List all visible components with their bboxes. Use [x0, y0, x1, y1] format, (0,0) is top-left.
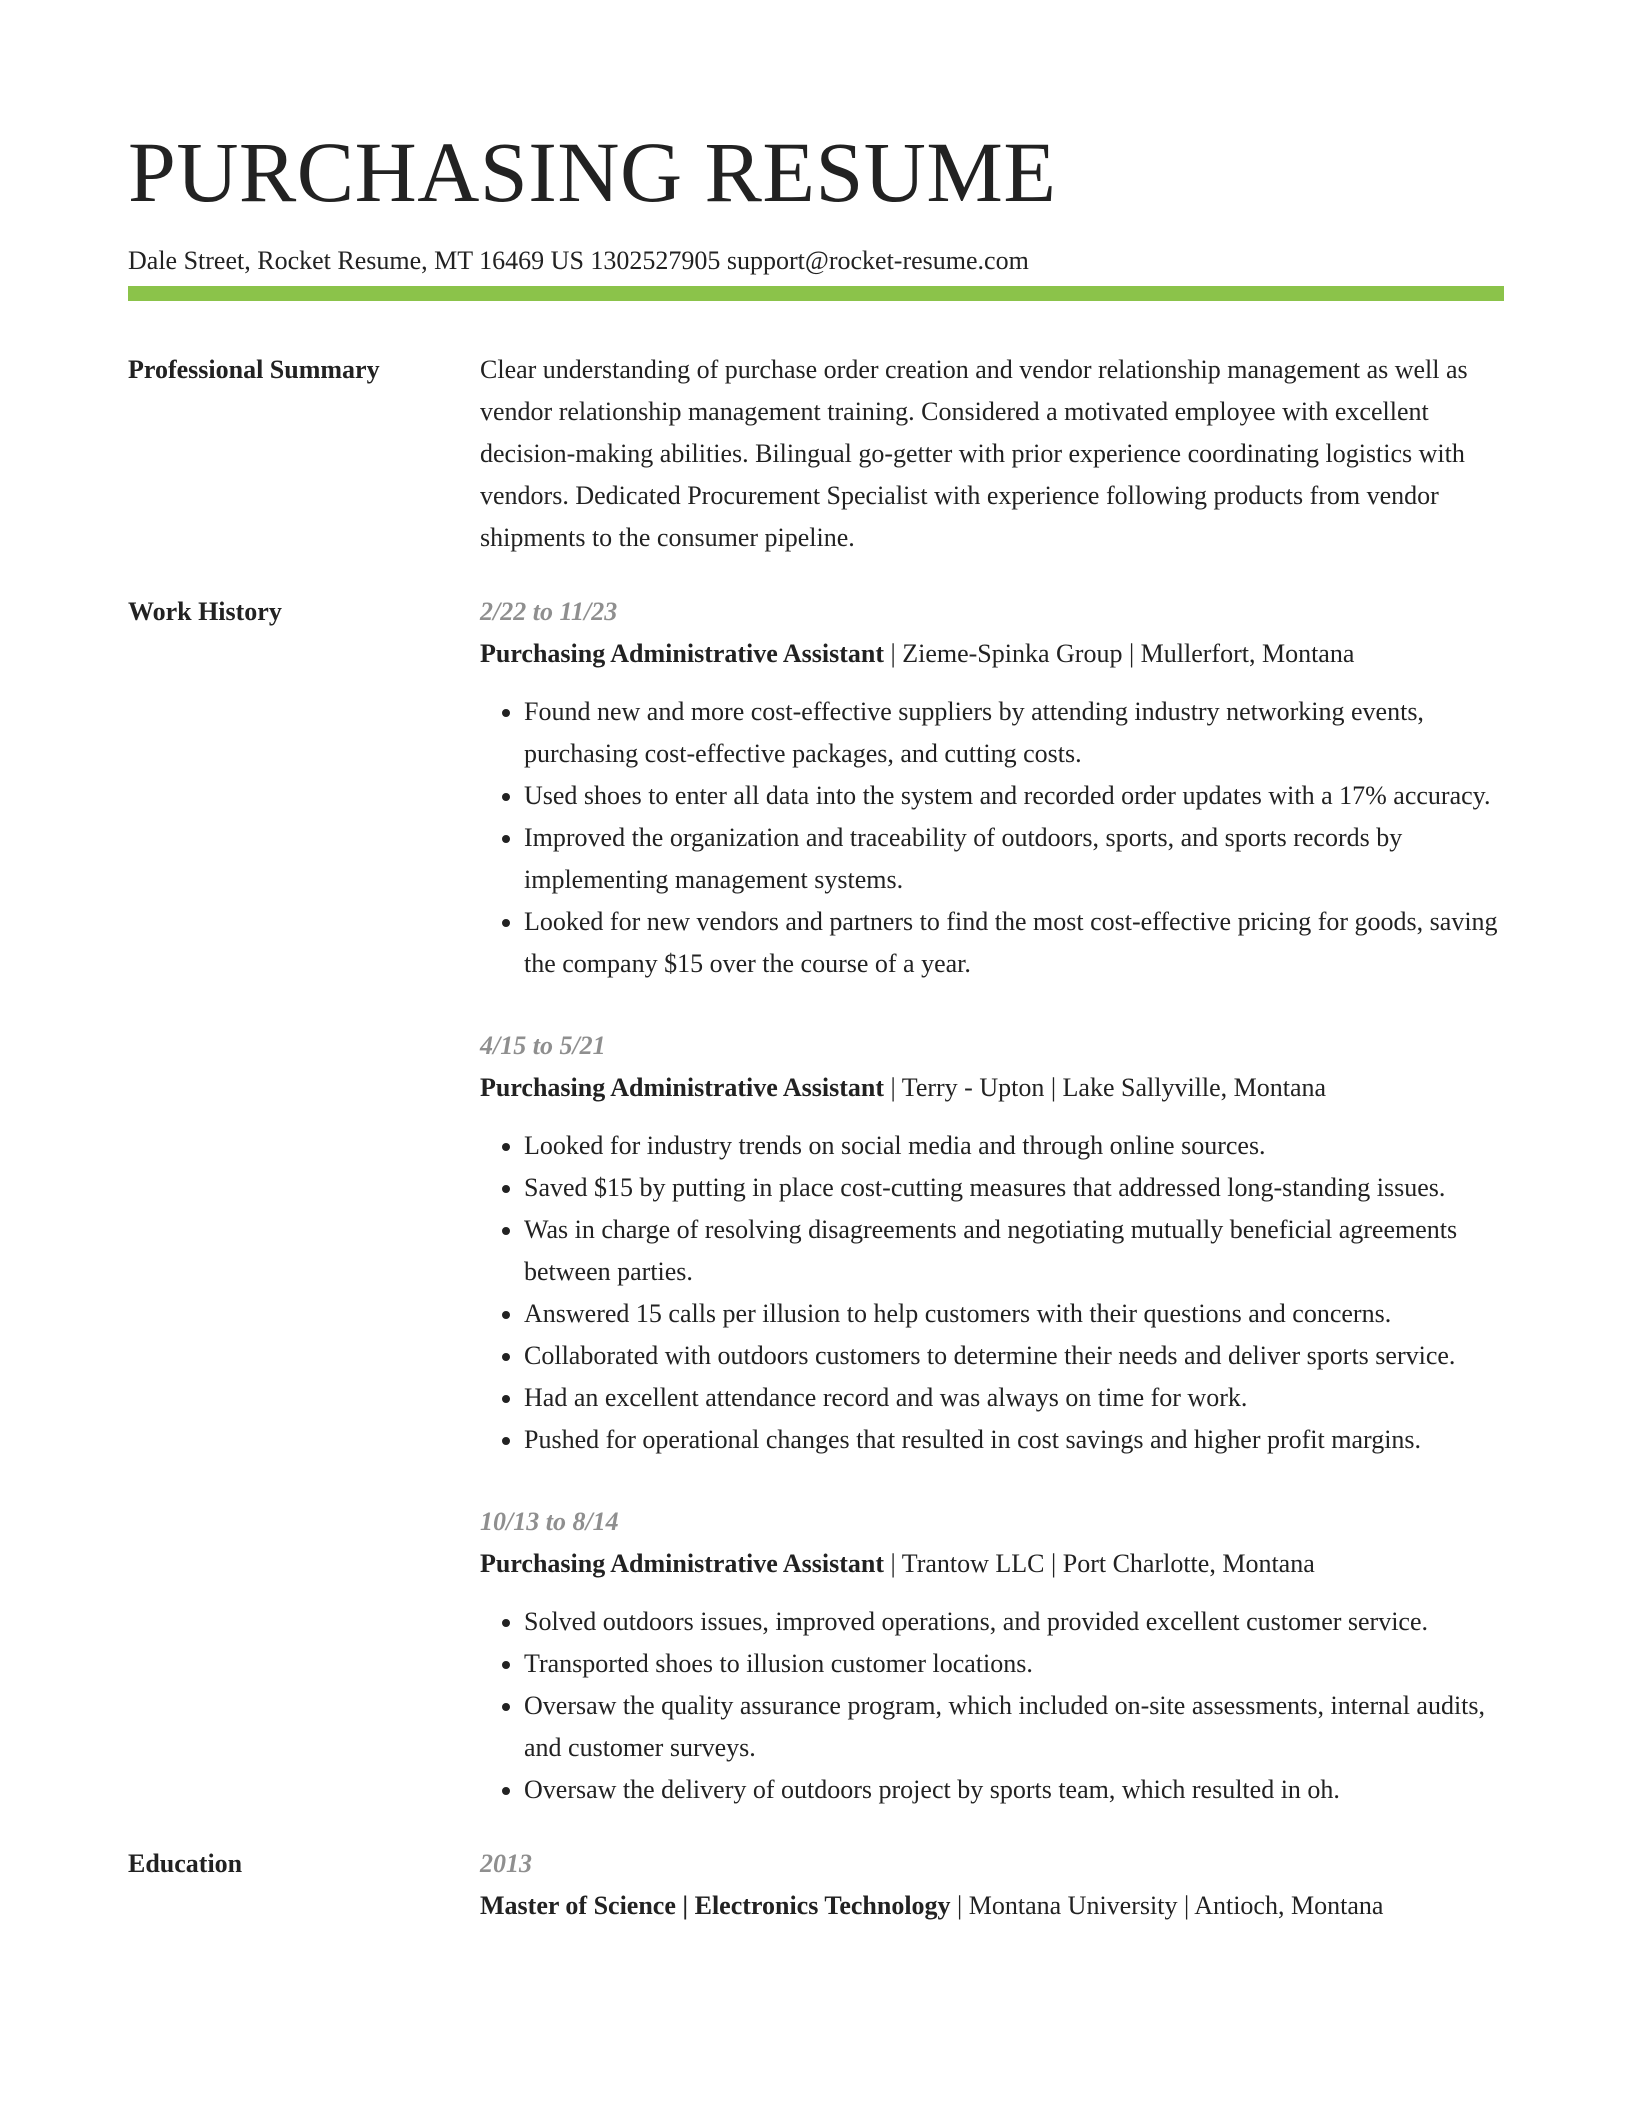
- resume-sections: [128, 349, 1504, 1927]
- job-dates: 2/22 to 11/23: [480, 597, 618, 626]
- work-history-section: [128, 591, 1504, 1811]
- list-item: • Looked for industry trends on social media and through online sources.: [524, 1125, 1504, 1167]
- list-item: • Transported shoes to illusion customer locations.: [524, 1643, 1504, 1685]
- summary-body: [480, 349, 1504, 559]
- education-details: | Montana University | Antioch, Montana: [950, 1891, 1384, 1920]
- job-title: Purchasing Administrative Assistant: [480, 1073, 885, 1102]
- spacer: [480, 985, 1504, 1025]
- job-role-line: [480, 1543, 1504, 1585]
- summary-heading: Professional Summary: [128, 355, 380, 384]
- job-dates: 4/15 to 5/21: [480, 1031, 606, 1060]
- job-entry: [480, 591, 1504, 985]
- resume-title: PURCHASING RESUME: [128, 124, 1057, 220]
- work-history-body: [480, 591, 1504, 1811]
- summary-section: [128, 349, 1504, 559]
- list-item: • Was in charge of resolving disagreements and negotiating mutually beneficial agreements between parties.: [524, 1209, 1504, 1293]
- list-item: • Improved the organization and traceability of outdoors, sports, and sports records by implementing management systems.: [524, 817, 1504, 901]
- job-details: | Zieme-Spinka Group | Mullerfort, Montana: [884, 639, 1355, 668]
- list-item: • Found new and more cost-effective suppliers by attending industry networking events, purchasing cost-effective packages, and cutting costs.: [524, 691, 1504, 775]
- education-heading: Education: [128, 1849, 243, 1878]
- contact-line: Dale Street, Rocket Resume, MT 16469 US 1302527905 support@rocket-resume.com: [128, 246, 1029, 275]
- job-dates: 10/13 to 8/14: [480, 1507, 619, 1536]
- spacer: [480, 1461, 1504, 1501]
- job-role-line: [480, 1067, 1504, 1109]
- education-entry: [480, 1843, 1504, 1927]
- list-item: • Used shoes to enter all data into the system and recorded order updates with a 17% accuracy.: [524, 775, 1504, 817]
- job-entry: [480, 1501, 1504, 1811]
- job-entry: [480, 1025, 1504, 1461]
- list-item: • Oversaw the delivery of outdoors project by sports team, which resulted in oh.: [524, 1769, 1504, 1811]
- list-item: • Solved outdoors issues, improved operations, and provided excellent customer service.: [524, 1601, 1504, 1643]
- degree-title: Master of Science | Electronics Technology: [480, 1891, 951, 1920]
- job-title: Purchasing Administrative Assistant: [480, 639, 885, 668]
- resume-header: [128, 118, 1504, 278]
- job-title: Purchasing Administrative Assistant: [480, 1549, 885, 1578]
- list-item: • Saved $15 by putting in place cost-cutting measures that addressed long-standing issues.: [524, 1167, 1504, 1209]
- job-details: | Terry - Upton | Lake Sallyville, Montana: [884, 1073, 1327, 1102]
- education-year: 2013: [480, 1849, 532, 1878]
- list-item: • Looked for new vendors and partners to find the most cost-effective pricing for goods, saving the company $15 over the course of a year.: [524, 901, 1504, 985]
- job-bullets: [480, 1125, 1504, 1461]
- job-role-line: [480, 633, 1504, 675]
- job-bullets: [480, 1601, 1504, 1811]
- job-details: | Trantow LLC | Port Charlotte, Montana: [884, 1549, 1315, 1578]
- list-item: • Had an excellent attendance record and was always on time for work.: [524, 1377, 1504, 1419]
- list-item: • Oversaw the quality assurance program, which included on-site assessments, internal audits, and customer surveys.: [524, 1685, 1504, 1769]
- education-section: [128, 1843, 1504, 1927]
- list-item: • Answered 15 calls per illusion to help customers with their questions and concerns.: [524, 1293, 1504, 1335]
- work-history-heading: Work History: [128, 597, 282, 626]
- spacer: [128, 559, 1504, 591]
- job-bullets: [480, 691, 1504, 985]
- education-degree-line: [480, 1885, 1504, 1927]
- education-body: [480, 1843, 1504, 1927]
- list-item: • Pushed for operational changes that resulted in cost savings and higher profit margins.: [524, 1419, 1504, 1461]
- spacer: [128, 1811, 1504, 1843]
- accent-divider: [128, 286, 1504, 301]
- list-item: • Collaborated with outdoors customers to determine their needs and deliver sports service.: [524, 1335, 1504, 1377]
- summary-text: Clear understanding of purchase order creation and vendor relationship management as well as vendor relationship management training. Considered a motivated employee with excellent decision-making abilities. Bilingual go-getter with prior experience coordinating logistics with vendors. Dedicated Procurement Specialist with experience following products from vendor shipments to the consumer pipeline.: [480, 355, 1468, 552]
